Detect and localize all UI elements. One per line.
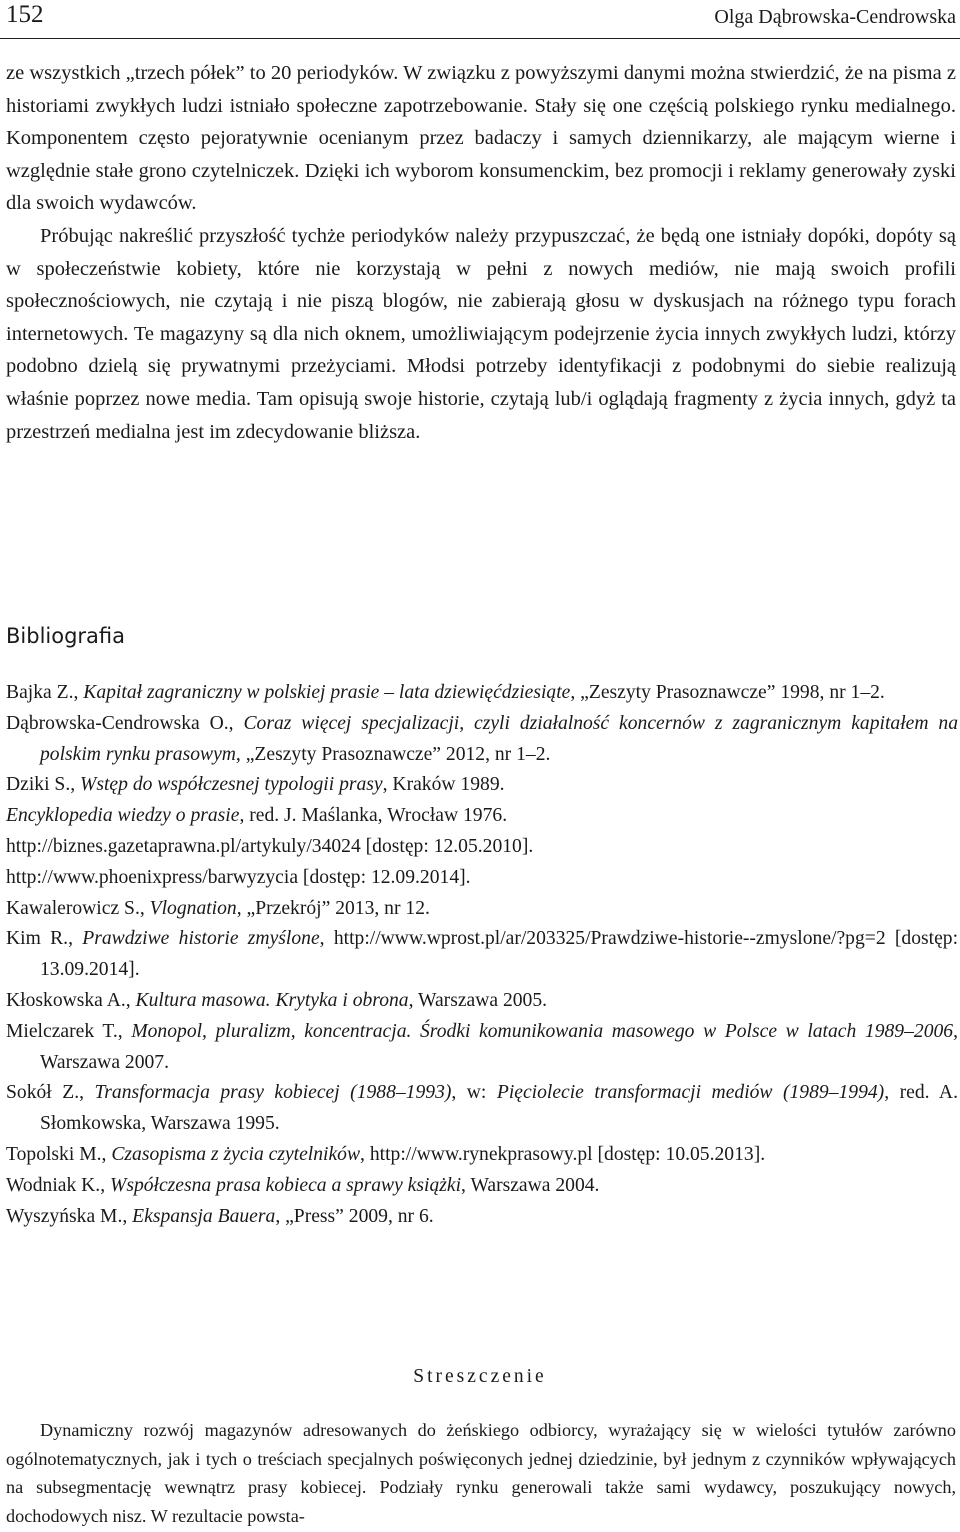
entry-details: , „Zeszyty Prasoznawcze” 1998, nr 1–2.: [570, 682, 885, 703]
entry-details: , „Press” 2009, nr 6.: [275, 1205, 434, 1227]
entry-author: Dziki S.,: [6, 774, 81, 796]
entry-url: http://www.phoenixpress/barwyzycia [dostęp: 12.09.2014].: [6, 866, 471, 888]
entry-title: Kultura masowa. Krytyka i obrona: [135, 989, 409, 1011]
entry-title: Prawdziwe historie zmyślone: [82, 928, 320, 950]
bibliography-entry: [6, 863, 958, 894]
bibliography-entry: [6, 1078, 958, 1140]
entry-author: Wodniak K.,: [6, 1174, 110, 1196]
bibliography-entry: [6, 924, 958, 986]
bibliography-entry: [6, 986, 958, 1017]
entry-author: Topolski M.,: [6, 1143, 112, 1165]
bibliography-entry: [6, 1202, 958, 1233]
entry-title: Kapitał zagraniczny w polskiej prasie – lata dziewięćdziesiąte: [83, 682, 571, 703]
entry-details: , Warszawa 2007.: [40, 1020, 958, 1073]
bibliography-entry: [6, 832, 958, 863]
bibliography-entry: [6, 894, 958, 925]
entry-title: Transformacja prasy kobiecej (1988–1993): [94, 1082, 452, 1104]
summary: [6, 1416, 956, 1530]
entry-title: Monopol, pluralizm, koncentracja. Środki komunikowania masowego w Polsce w latach 1989–2006: [131, 1020, 954, 1042]
entry-details: , „Zeszyty Prasoznawcze” 2012, nr 1–2.: [235, 743, 551, 765]
bibliography-entry: [6, 1171, 958, 1202]
entry-collection-title: Pięciolecie transformacji mediów (1989–1994): [496, 1082, 885, 1104]
entry-title: Vlognation: [149, 897, 237, 919]
entry-author: Sokół Z.,: [6, 1082, 95, 1104]
page-header: [0, 0, 960, 39]
entry-details: , w:: [451, 1082, 497, 1104]
entry-details: , Warszawa 2004.: [461, 1174, 600, 1196]
bibliography-entry: [6, 709, 958, 771]
entry-details: , red. A. Słomkowska, Warszawa 1995.: [40, 1082, 958, 1135]
entry-url: http://biznes.gazetaprawna.pl/artykuly/34024 [dostęp: 12.05.2010].: [6, 835, 534, 857]
entry-details: , http://www.wprost.pl/ar/203325/Prawdziwe-historie--zmyslone/?pg=2 [dostęp: 13.09.2014].: [40, 928, 959, 981]
entry-author: Dąbrowska-Cendrowska O.,: [6, 712, 244, 734]
bibliography-heading: Bibliografia: [6, 624, 126, 648]
bibliography-entry: [6, 770, 958, 801]
bibliography-entry: [6, 801, 958, 832]
bibliography-list: [6, 678, 958, 1232]
entry-title: Czasopisma z życia czytelników: [111, 1143, 361, 1165]
entry-author: Kawalerowicz S.,: [6, 897, 150, 919]
entry-title: Współczesna prasa kobieca a sprawy książki: [110, 1174, 462, 1196]
bibliography-entry: [6, 1017, 958, 1079]
entry-title: Wstęp do współczesnej typologii prasy: [80, 774, 383, 796]
entry-author: Wyszyńska M.,: [6, 1205, 133, 1227]
entry-details: , Warszawa 2005.: [408, 989, 548, 1011]
page-number: 152: [6, 1, 44, 28]
article-body: [6, 57, 956, 448]
entry-author: Kłoskowska A.,: [6, 989, 136, 1011]
bibliography-entry: [6, 1140, 958, 1171]
entry-title: Coraz więcej specjalizacji, czyli działalność koncernów z zagranicznym kapitałem na polskim rynku prasowym: [40, 712, 958, 765]
entry-author: Mielczarek T.,: [6, 1020, 132, 1042]
body-paragraph: ze wszystkich „trzech półek” to 20 periodyków. W związku z powyższymi danymi można stwierdzić, że na pisma z historiami zwykłych ludzi istniało społeczne zapotrzebowanie. Stały się one częścią polskiego rynku medialnego. Komponentem często pejoratywnie ocenianym przez badaczy i samych dziennikarzy, ale mającym wierne i względnie stałe grono czytelniczek. Dzięki ich wyborom konsumenckim, bez promocji i reklamy generowały zyski dla swoich wydawców.: [6, 62, 956, 215]
summary-paragraph: Dynamiczny rozwój magazynów adresowanych do żeńskiego odbiorcy, wyrażający się w wielości tytułów zarówno ogólnotematycznych, jak i tych o treściach specjalnych poświęconych jednej dziedzinie, był jednym z czynników wpływających na subsegmentację wewnątrz prasy kobiecej. Podziały rynku generowali także sami wydawcy, poszukujący nowych, dochodowych nisz. W rezultacie powsta-: [6, 1420, 956, 1526]
entry-title: Encyklopedia wiedzy o prasie: [6, 805, 240, 827]
entry-details: , red. J. Maślanka, Wrocław 1976.: [239, 805, 508, 827]
running-head-author: Olga Dąbrowska-Cendrowska: [714, 6, 956, 28]
entry-author: Kim R.,: [6, 928, 83, 950]
entry-details: , http://www.rynekprasowy.pl [dostęp: 10.05.2013].: [360, 1143, 766, 1165]
bibliography-entry: [6, 678, 958, 709]
entry-title: Ekspansja Bauera: [132, 1205, 276, 1227]
entry-author: Bajka Z.,: [6, 682, 84, 703]
summary-heading: Streszczenie: [413, 1366, 547, 1387]
body-paragraph: Próbując nakreślić przyszłość tychże periodyków należy przypuszczać, że będą one istniały dopóki, dopóty są w społeczeństwie kobiety, które nie korzystają w pełni z nowych mediów, nie mają swoich profili społecznościowych, nie czytają i nie piszą blogów, nie zabierają głosu w dyskusjach na różnego typu forach internetowych. Te magazyny są dla nich oknem, umożliwiającym podejrzenie życia innych zwykłych ludzi, którzy podobno dzielą się prywatnymi przeżyciami. Młodsi potrzeby identyfikacji z podobnymi do siebie realizują właśnie poprzez nowe media. Tam opisują swoje historie, czytają lub/i oglądają fragmenty z życia innych, gdyż ta przestrzeń medialna jest im zdecydowanie bliższa.: [6, 224, 956, 443]
entry-details: , Kraków 1989.: [382, 774, 505, 796]
entry-details: , „Przekrój” 2013, nr 12.: [236, 897, 430, 919]
